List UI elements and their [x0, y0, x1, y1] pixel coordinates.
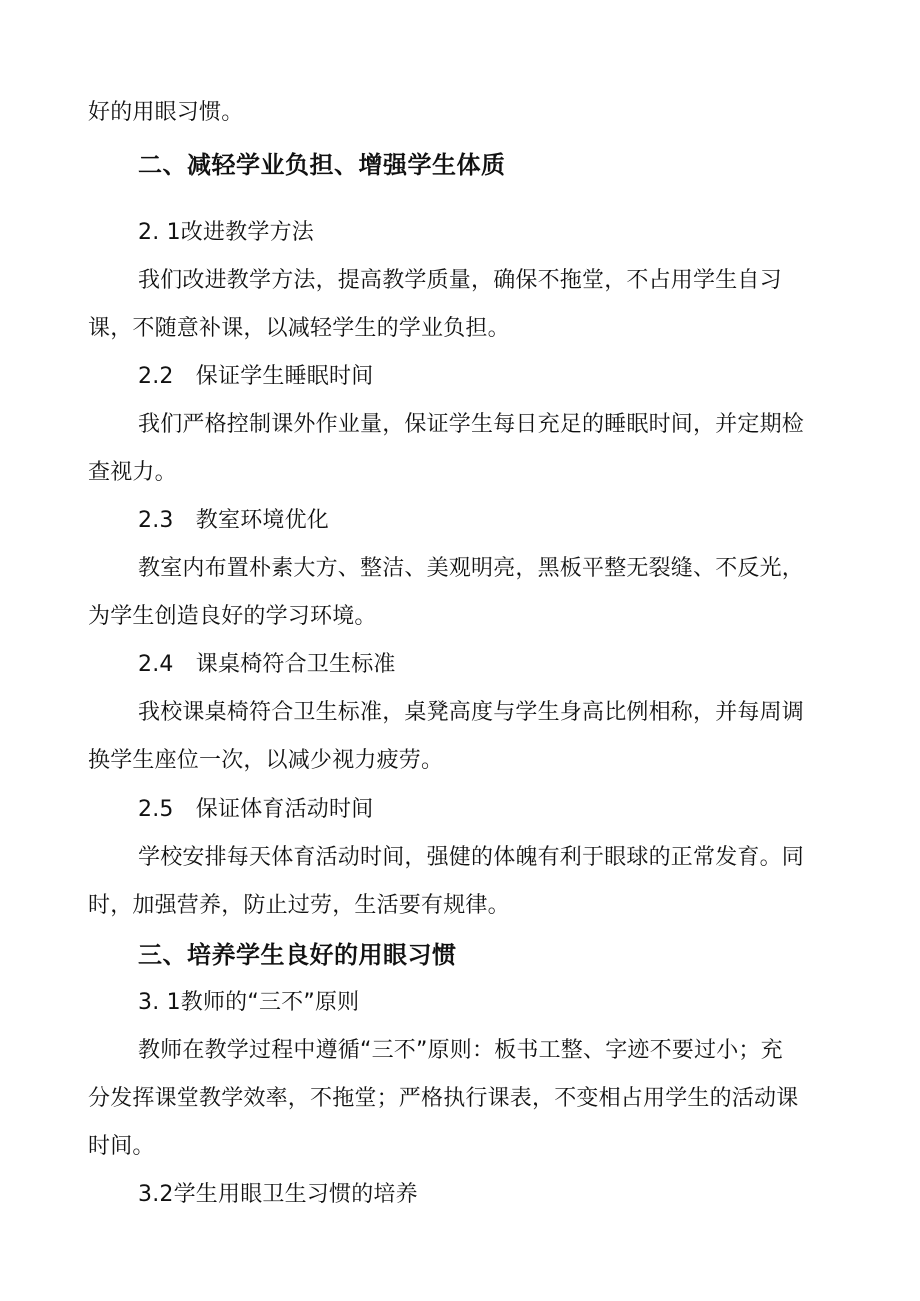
paragraph-line: 学校安排每天体育活动时间，强健的体魄有利于眼球的正常发育。同 — [138, 845, 805, 870]
section-3-heading: 三、培养学生良好的用眼习惯 — [138, 941, 457, 969]
paragraph-line: 我们改进教学方法，提高教学质量，确保不拖堂，不占用学生自习 — [138, 268, 782, 293]
paragraph-line: 好的用眼习惯。 — [88, 100, 244, 125]
paragraph-line: 教室内布置朴素大方、整洁、美观明亮，黑板平整无裂缝、不反光， — [138, 556, 805, 581]
paragraph-line: 课，不随意补课，以减轻学生的学业负担。 — [88, 316, 510, 341]
paragraph-line: 时，加强营养，防止过劳，生活要有规律。 — [88, 893, 510, 918]
section-2-heading: 二、减轻学业负担、增强学生体质 — [138, 151, 506, 179]
item-2-3-title: 2.3 教室环境优化 — [138, 508, 329, 533]
item-2-4-title: 2.4 课桌椅符合卫生标准 — [138, 652, 396, 677]
item-3-2-title: 3.2学生用眼卫生习惯的培养 — [138, 1182, 418, 1207]
paragraph-line: 分发挥课堂教学效率，不拖堂；严格执行课表，不变相占用学生的活动课 — [88, 1086, 799, 1111]
paragraph-line: 我们严格控制课外作业量，保证学生每日充足的睡眠时间，并定期检 — [138, 412, 805, 437]
item-2-5-title: 2.5 保证体育活动时间 — [138, 797, 374, 822]
paragraph-line: 为学生创造良好的学习环境。 — [88, 604, 377, 629]
paragraph-line: 查视力。 — [88, 460, 177, 485]
item-3-1-title: 3. 1教师的“三不”原则 — [138, 990, 360, 1015]
paragraph-line: 教师在教学过程中遵循“三不”原则：板书工整、字迹不要过小；充 — [138, 1038, 783, 1063]
paragraph-line: 我校课桌椅符合卫生标准，桌凳高度与学生身高比例相称，并每周调 — [138, 700, 805, 725]
item-2-1-title: 2. 1改进教学方法 — [138, 220, 314, 245]
paragraph-line: 时间。 — [88, 1134, 155, 1159]
item-2-2-title: 2.2 保证学生睡眠时间 — [138, 364, 374, 389]
paragraph-line: 换学生座位一次，以减少视力疲劳。 — [88, 748, 444, 773]
